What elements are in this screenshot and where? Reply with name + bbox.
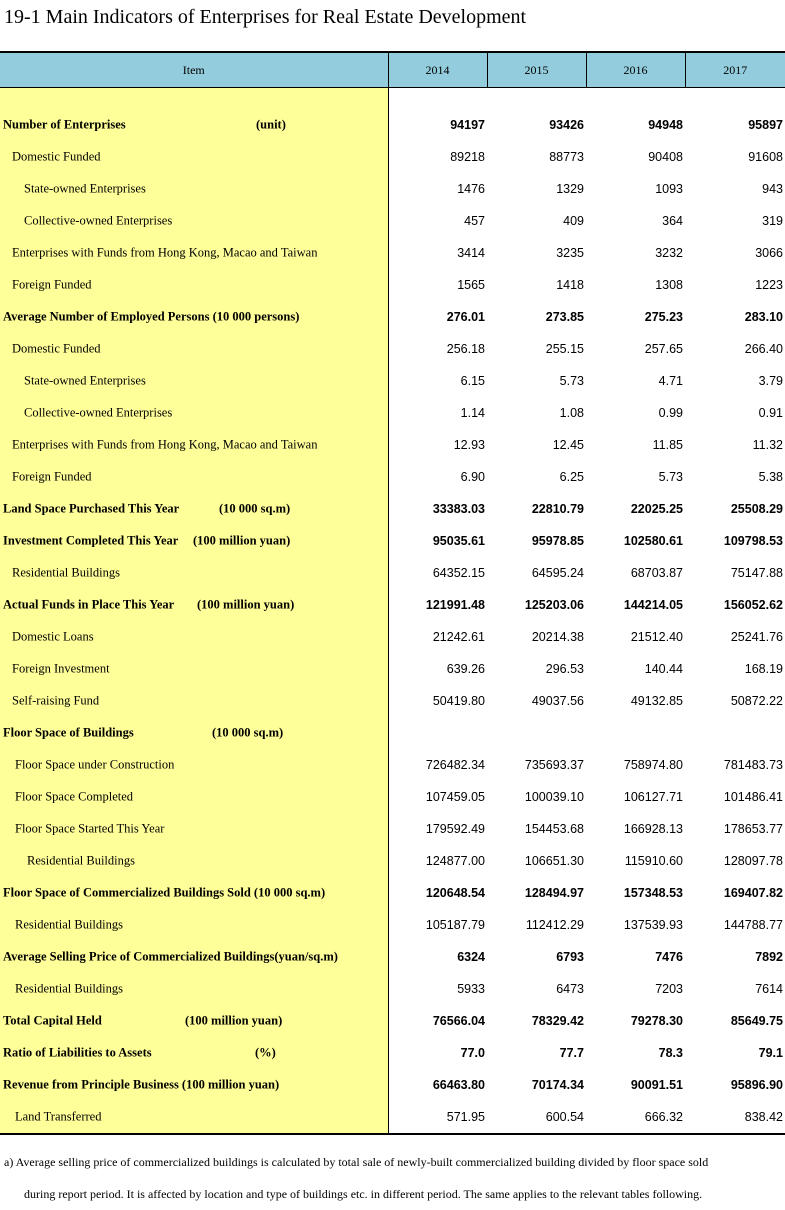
value-cell: 112412.29 <box>525 918 584 932</box>
row-label: Floor Space of Commercialized Buildings Sold (10 000 sq.m) <box>3 885 326 900</box>
header-year: 2014 <box>388 52 487 88</box>
value-cell: 4.71 <box>658 374 683 388</box>
value-cell: 22025.25 <box>630 502 683 516</box>
value-cell: 5.73 <box>658 470 683 484</box>
row-label: Residential Buildings <box>15 917 123 932</box>
value-cell: 1.08 <box>559 406 584 420</box>
row-label: Land Transferred <box>15 1109 102 1124</box>
row-label-cell <box>0 685 388 717</box>
value-cell: 12.93 <box>453 438 485 452</box>
row-label-cell <box>0 717 388 749</box>
row-label-cell <box>0 397 388 429</box>
value-cell: 6.25 <box>559 470 584 484</box>
table-row <box>0 237 785 269</box>
value-cell: 33383.03 <box>432 502 485 516</box>
value-cell: 0.99 <box>658 406 683 420</box>
table-row <box>0 589 785 621</box>
row-unit: (10 000 sq.m) <box>219 501 291 516</box>
value-cell: 49132.85 <box>630 694 683 708</box>
row-label-cell <box>0 653 388 685</box>
value-cell <box>685 717 785 749</box>
table-row <box>0 397 785 429</box>
table-row <box>0 621 785 653</box>
row-label: State-owned Enterprises <box>24 373 146 388</box>
row-label-cell <box>0 429 388 461</box>
header-year: 2017 <box>685 52 785 88</box>
value-cell: 156052.62 <box>723 598 783 612</box>
value-cell: 106651.30 <box>524 854 584 868</box>
value-cell: 137539.93 <box>623 918 683 932</box>
value-cell: 88773 <box>549 150 584 164</box>
value-cell: 1093 <box>655 182 683 196</box>
table-row <box>0 173 785 205</box>
row-label: Enterprises with Funds from Hong Kong, Macao and Taiwan <box>12 437 318 452</box>
table-row <box>0 493 785 525</box>
row-label-cell <box>0 333 388 365</box>
value-cell: 79278.30 <box>630 1014 683 1028</box>
row-label-cell <box>0 493 388 525</box>
value-cell: 6.15 <box>460 374 485 388</box>
value-cell: 106127.71 <box>623 790 683 804</box>
value-cell: 1.14 <box>460 406 485 420</box>
value-cell: 94197 <box>450 118 485 132</box>
row-label-cell <box>0 621 388 653</box>
indicators-table <box>0 51 785 1135</box>
row-label: Floor Space Completed <box>15 789 134 804</box>
value-cell: 319 <box>762 214 783 228</box>
value-cell: 140.44 <box>644 662 683 676</box>
value-cell: 144788.77 <box>723 918 783 932</box>
value-cell: 7203 <box>655 982 683 996</box>
value-cell: 90091.51 <box>630 1078 683 1092</box>
value-cell: 256.18 <box>446 342 485 356</box>
row-unit: (100 million yuan) <box>193 533 291 548</box>
value-cell: 364 <box>662 214 683 228</box>
row-label-cell <box>0 1037 388 1069</box>
value-cell: 275.23 <box>644 310 683 324</box>
table-row <box>0 717 785 749</box>
value-cell: 79.1 <box>758 1046 783 1060</box>
header-row <box>0 52 785 88</box>
value-cell: 93426 <box>549 118 584 132</box>
row-label-cell <box>0 941 388 973</box>
header-item: Item <box>0 52 388 88</box>
row-label-cell <box>0 237 388 269</box>
value-cell: 109798.53 <box>723 534 783 548</box>
row-label: Revenue from Principle Business (100 million yuan) <box>3 1077 280 1092</box>
value-cell: 144214.05 <box>623 598 683 612</box>
value-cell: 128097.78 <box>723 854 783 868</box>
table-row <box>0 909 785 941</box>
row-label-cell <box>0 301 388 333</box>
row-label: Floor Space Started This Year <box>15 821 165 836</box>
row-label-cell <box>0 781 388 813</box>
value-cell: 64595.24 <box>531 566 584 580</box>
value-cell: 68703.87 <box>630 566 683 580</box>
value-cell: 3235 <box>556 246 584 260</box>
row-label-cell <box>0 1005 388 1037</box>
row-label-cell <box>0 173 388 205</box>
value-cell: 85649.75 <box>730 1014 783 1028</box>
value-cell: 154453.68 <box>524 822 584 836</box>
value-cell: 758974.80 <box>623 758 683 772</box>
row-unit: (100 million yuan) <box>185 1013 283 1028</box>
row-label-cell <box>0 589 388 621</box>
table-row <box>0 1005 785 1037</box>
value-cell: 943 <box>762 182 783 196</box>
row-label: Domestic Funded <box>12 149 101 164</box>
table-row <box>0 1069 785 1101</box>
header-year: 2016 <box>586 52 685 88</box>
row-unit: (unit) <box>256 117 286 132</box>
table-row <box>0 141 785 173</box>
value-cell: 157348.53 <box>623 886 683 900</box>
value-cell: 11.85 <box>652 438 683 452</box>
value-cell: 100039.10 <box>524 790 584 804</box>
row-label: Actual Funds in Place This Year <box>3 597 175 612</box>
row-label-cell <box>0 461 388 493</box>
value-cell: 266.40 <box>744 342 783 356</box>
table-row <box>0 973 785 1005</box>
value-cell: 78.3 <box>658 1046 683 1060</box>
value-cell: 6.90 <box>460 470 485 484</box>
row-label-cell <box>0 813 388 845</box>
value-cell: 666.32 <box>586 1101 685 1134</box>
value-cell: 77.7 <box>559 1046 584 1060</box>
value-cell: 168.19 <box>744 662 783 676</box>
table-row <box>0 525 785 557</box>
value-cell: 78329.42 <box>531 1014 584 1028</box>
value-cell: 0.91 <box>758 406 783 420</box>
row-unit: (%) <box>255 1045 276 1060</box>
table-row <box>0 749 785 781</box>
value-cell: 95897 <box>748 118 783 132</box>
value-cell: 124877.00 <box>425 854 485 868</box>
value-cell: 257.65 <box>644 342 683 356</box>
value-cell: 50419.80 <box>432 694 485 708</box>
row-label-cell <box>0 877 388 909</box>
row-label: Foreign Funded <box>12 277 92 292</box>
value-cell: 125203.06 <box>524 598 584 612</box>
value-cell: 1565 <box>457 278 485 292</box>
table-row <box>0 429 785 461</box>
value-cell: 166928.13 <box>623 822 683 836</box>
value-cell: 25241.76 <box>730 630 783 644</box>
value-cell: 273.85 <box>545 310 584 324</box>
value-cell: 95035.61 <box>432 534 485 548</box>
table-row <box>0 781 785 813</box>
value-cell: 107459.05 <box>425 790 485 804</box>
row-unit: (100 million yuan) <box>197 597 295 612</box>
value-cell: 1308 <box>655 278 683 292</box>
value-cell: 7476 <box>655 950 683 964</box>
row-label: State-owned Enterprises <box>24 181 146 196</box>
row-label: Total Capital Held <box>3 1013 102 1028</box>
row-label-cell <box>0 269 388 301</box>
table-row <box>0 941 785 973</box>
row-label: Foreign Funded <box>12 469 92 484</box>
row-label: Residential Buildings <box>12 565 120 580</box>
value-cell: 7614 <box>755 982 783 996</box>
row-label-cell <box>0 1101 388 1134</box>
value-cell: 25508.29 <box>730 502 783 516</box>
value-cell: 7892 <box>755 950 783 964</box>
value-cell: 571.95 <box>388 1101 487 1134</box>
value-cell: 95978.85 <box>531 534 584 548</box>
row-label-cell <box>0 845 388 877</box>
table-row <box>0 301 785 333</box>
value-cell: 105187.79 <box>425 918 485 932</box>
row-label: Domestic Funded <box>12 341 101 356</box>
value-cell: 1329 <box>556 182 584 196</box>
value-cell: 115910.60 <box>624 854 683 868</box>
value-cell: 296.53 <box>545 662 584 676</box>
value-cell: 64352.15 <box>432 566 485 580</box>
row-label: Land Space Purchased This Year <box>3 501 180 516</box>
value-cell: 179592.49 <box>425 822 485 836</box>
value-cell: 3414 <box>457 246 485 260</box>
value-cell: 283.10 <box>744 310 783 324</box>
table-row <box>0 557 785 589</box>
value-cell <box>388 717 487 749</box>
value-cell: 120648.54 <box>425 886 485 900</box>
table-row <box>0 1037 785 1069</box>
table-row <box>0 877 785 909</box>
value-cell: 600.54 <box>487 1101 586 1134</box>
row-label: Enterprises with Funds from Hong Kong, Macao and Taiwan <box>12 245 318 260</box>
row-label: Residential Buildings <box>27 853 135 868</box>
table-row <box>0 109 785 141</box>
value-cell: 22810.79 <box>531 502 584 516</box>
row-label-cell <box>0 557 388 589</box>
table-row <box>0 813 785 845</box>
value-cell: 50872.22 <box>730 694 783 708</box>
value-cell: 94948 <box>648 118 683 132</box>
value-cell: 101486.41 <box>723 790 783 804</box>
value-cell: 276.01 <box>446 310 485 324</box>
value-cell: 1418 <box>556 278 584 292</box>
value-cell: 457 <box>464 214 485 228</box>
value-cell: 3066 <box>755 246 783 260</box>
row-label: Residential Buildings <box>15 981 123 996</box>
value-cell: 3.79 <box>758 374 783 388</box>
value-cell: 6324 <box>457 950 485 964</box>
value-cell: 3232 <box>655 246 683 260</box>
table-row <box>0 365 785 397</box>
value-cell: 21512.40 <box>630 630 683 644</box>
table-row <box>0 1101 785 1134</box>
table-row <box>0 269 785 301</box>
table-row <box>0 653 785 685</box>
spacer-row <box>0 88 785 110</box>
row-label-cell <box>0 109 388 141</box>
table-row <box>0 461 785 493</box>
value-cell: 49037.56 <box>531 694 584 708</box>
row-label: Average Selling Price of Commercialized Buildings(yuan/sq.m) <box>3 949 338 964</box>
value-cell: 102580.61 <box>623 534 683 548</box>
row-label-cell <box>0 909 388 941</box>
table-row <box>0 205 785 237</box>
value-cell: 70174.34 <box>531 1078 584 1092</box>
value-cell: 11.32 <box>752 438 783 452</box>
value-cell: 89218 <box>450 150 485 164</box>
row-label: Floor Space under Construction <box>15 757 175 772</box>
footnote-line-1: a) Average selling price of commercialized buildings is calculated by total sale of newly-built commercialized building divided by floor space sold <box>4 1155 709 1169</box>
row-label-cell <box>0 749 388 781</box>
value-cell: 20214.38 <box>531 630 584 644</box>
table-row <box>0 333 785 365</box>
table-row <box>0 845 785 877</box>
row-unit: (10 000 sq.m) <box>212 725 284 740</box>
value-cell: 128494.97 <box>524 886 584 900</box>
value-cell: 121991.48 <box>425 598 485 612</box>
row-label: Investment Completed This Year <box>3 533 179 548</box>
value-cell: 21242.61 <box>432 630 485 644</box>
row-label: Average Number of Employed Persons (10 000 persons) <box>3 309 300 324</box>
value-cell: 6793 <box>556 950 584 964</box>
row-label-cell <box>0 205 388 237</box>
value-cell: 781483.73 <box>723 758 783 772</box>
value-cell: 838.42 <box>685 1101 785 1134</box>
value-cell <box>586 717 685 749</box>
row-label: Domestic Loans <box>12 629 94 644</box>
row-label: Foreign Investment <box>12 661 110 676</box>
row-label-cell <box>0 141 388 173</box>
row-label-cell <box>0 973 388 1005</box>
value-cell: 95896.90 <box>730 1078 783 1092</box>
value-cell: 5.38 <box>758 470 783 484</box>
value-cell: 12.45 <box>552 438 584 452</box>
value-cell: 1223 <box>755 278 783 292</box>
value-cell: 1476 <box>457 182 485 196</box>
row-label-cell <box>0 525 388 557</box>
value-cell: 6473 <box>556 982 584 996</box>
table-row <box>0 685 785 717</box>
header-year: 2015 <box>487 52 586 88</box>
row-label: Collective-owned Enterprises <box>24 405 173 420</box>
value-cell: 726482.34 <box>425 758 485 772</box>
footnote-line-2: during report period. It is affected by location and type of buildings etc. in different period. The same applies to the relevant tables following. <box>24 1187 703 1201</box>
value-cell: 76566.04 <box>432 1014 485 1028</box>
value-cell: 178653.77 <box>723 822 783 836</box>
value-cell <box>487 717 586 749</box>
row-label: Self-raising Fund <box>12 693 100 708</box>
value-cell: 75147.88 <box>730 566 783 580</box>
value-cell: 735693.37 <box>524 758 584 772</box>
page-title: 19-1 Main Indicators of Enterprises for Real Estate Development <box>4 6 527 28</box>
value-cell: 77.0 <box>460 1046 485 1060</box>
row-label: Floor Space of Buildings <box>3 725 134 740</box>
value-cell: 90408 <box>648 150 683 164</box>
value-cell: 255.15 <box>545 342 584 356</box>
row-label: Collective-owned Enterprises <box>24 213 173 228</box>
value-cell: 409 <box>563 214 584 228</box>
value-cell: 91608 <box>748 150 783 164</box>
value-cell: 5933 <box>457 982 485 996</box>
value-cell: 5.73 <box>559 374 584 388</box>
value-cell: 639.26 <box>446 662 485 676</box>
row-label-cell <box>0 1069 388 1101</box>
row-label-cell <box>0 365 388 397</box>
row-label: Number of Enterprises <box>3 117 126 132</box>
value-cell: 66463.80 <box>432 1078 485 1092</box>
row-label: Ratio of Liabilities to Assets <box>3 1045 152 1060</box>
value-cell: 169407.82 <box>723 886 783 900</box>
